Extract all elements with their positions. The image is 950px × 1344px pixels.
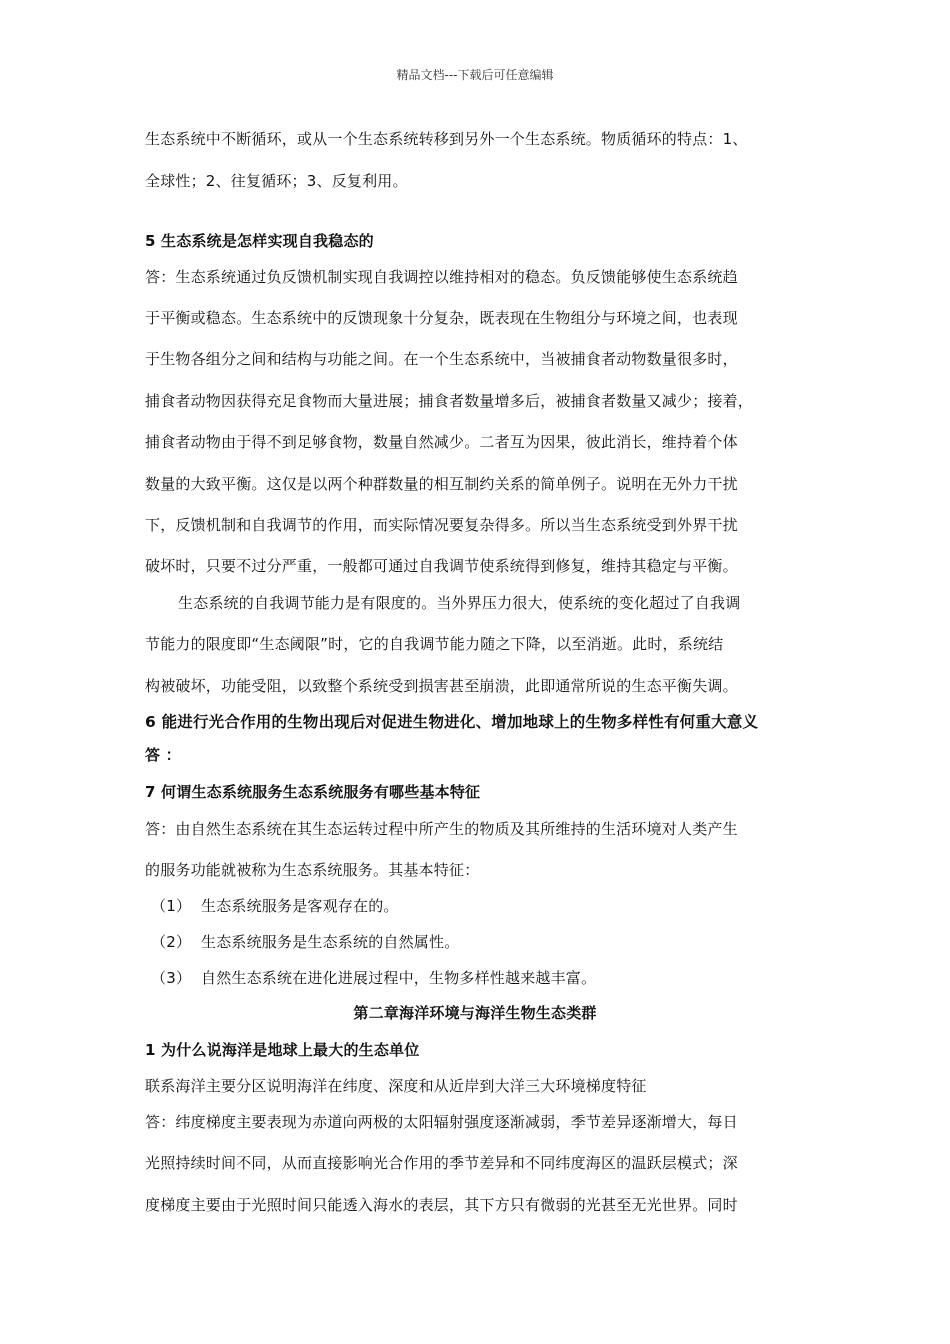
- paragraph-line: 破坏时，只要不过分严重，一般都可通过自我调节使系统得到修复，维持其稳定与平衡。: [145, 557, 738, 575]
- list-item-text: 生态系统服务是客观存在的。: [201, 897, 399, 915]
- paragraph-line: 捕食者动物因获得充足食物而大量进展；捕食者数量增多后，被捕食者数量又减少；接着，: [145, 392, 754, 410]
- question-heading-5: 5 生态系统是怎样实现自我稳态的: [145, 232, 374, 250]
- paragraph-line: 于平衡或稳态。生态系统中的反馈现象十分复杂，既表现在生物组分与环境之间，也表现: [145, 309, 738, 327]
- paragraph-line: 构被破坏，功能受阻，以致整个系统受到损害甚至崩溃，此即通常所说的生态平衡失调。: [145, 677, 738, 695]
- list-item-number: （3）: [151, 969, 192, 987]
- paragraph-line: 于生物各组分之间和结构与功能之间。在一个生态系统中，当被捕食者动物数量很多时，: [145, 350, 738, 368]
- paragraph-line: 下，反馈机制和自我调节的作用，而实际情况要复杂得多。所以当生态系统受到外界干扰: [145, 516, 738, 534]
- paragraph-line: 光照持续时间不同，从而直接影响光合作用的季节差异和不同纬度海区的温跃层模式；深: [145, 1154, 738, 1172]
- list-item-text: 生态系统服务是生态系统的自然属性。: [201, 933, 460, 951]
- paragraph-line: 的服务功能就被称为生态系统服务。其基本特征：: [145, 861, 480, 879]
- answer-label: 答 ：: [145, 746, 181, 764]
- paragraph-line: 全球性；2、往复循环；3、反复利用。: [145, 172, 408, 190]
- paragraph-line: 答：由自然生态系统在其生态运转过程中所产生的物质及其所维持的生活环境对人类产生: [145, 820, 738, 838]
- paragraph-line: 生态系统的自我调节能力是有限度的。当外界压力很大，使系统的变化超过了自我调: [178, 594, 741, 612]
- question-heading-6: 6 能进行光合作用的生物出现后对促进生物进化、增加地球上的生物多样性有何重大意义: [145, 713, 759, 731]
- list-item: [145, 895, 399, 916]
- page-header: 精品文档---下载后可任意编辑: [396, 68, 554, 82]
- paragraph-line: 节能力的限度即“生态阈限”时，它的自我调节能力随之下降，以至消逝。此时，系统结: [145, 635, 724, 653]
- chapter-title: 第二章海洋环境与海洋生物生态类群: [353, 1004, 597, 1022]
- paragraph-line: 度梯度主要由于光照时间只能透入海水的表层，其下方只有微弱的光甚至无光世界。同时: [145, 1196, 738, 1214]
- list-item: [145, 931, 459, 952]
- paragraph-line: 答：生态系统通过负反馈机制实现自我调控以维持相对的稳态。负反馈能够使生态系统趋: [145, 268, 738, 286]
- paragraph-line: 答：纬度梯度主要表现为赤道向两极的太阳辐射强度逐渐减弱，季节差异逐渐增大，每日: [145, 1113, 738, 1131]
- list-item-text: 自然生态系统在进化进展过程中，生物多样性越来越丰富。: [201, 969, 597, 987]
- list-item: [145, 967, 596, 988]
- question-heading-7: 7 何谓生态系统服务生态系统服务有哪些基本特征: [145, 783, 481, 801]
- paragraph-line: 捕食者动物由于得不到足够食物，数量自然减少。二者互为因果，彼此消长，维持着个体: [145, 433, 738, 451]
- list-item-number: （2）: [151, 933, 192, 951]
- paragraph-line: 生态系统中不断循环，或从一个生态系统转移到另外一个生态系统。物质循环的特点：1、: [145, 130, 748, 148]
- paragraph-line: 数量的大致平衡。这仅是以两个种群数量的相互制约关系的简单例子。说明在无外力干扰: [145, 475, 738, 493]
- list-item-number: （1）: [151, 897, 192, 915]
- paragraph-line: 联系海洋主要分区说明海洋在纬度、深度和从近岸到大洋三大环境梯度特征: [145, 1077, 647, 1095]
- question-heading-1: 1 为什么说海洋是地球上最大的生态单位: [145, 1041, 420, 1059]
